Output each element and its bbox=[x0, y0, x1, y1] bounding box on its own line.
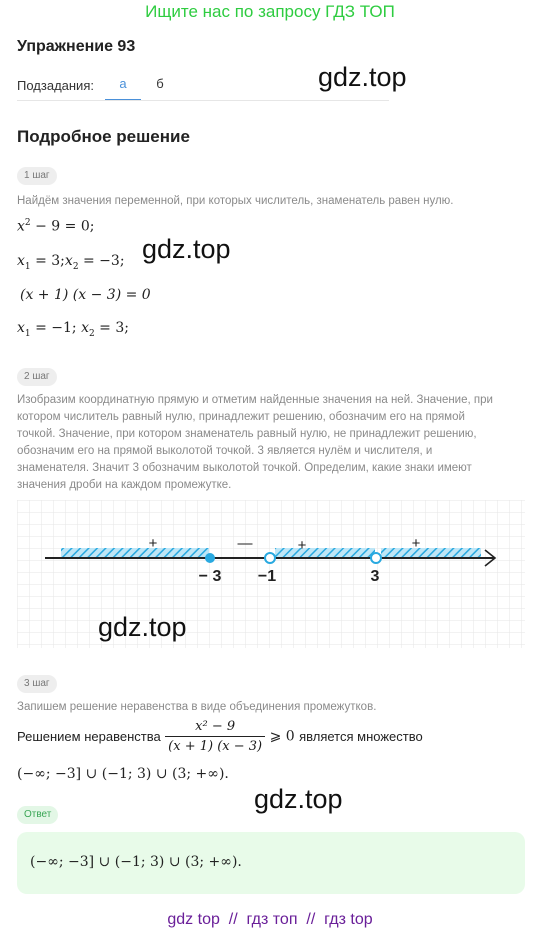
fraction-denominator: (x + 1) (x − 3) bbox=[168, 739, 263, 754]
inequality-fraction bbox=[165, 719, 265, 754]
subtask-tab-b[interactable]: б bbox=[156, 76, 164, 91]
sign-3: + bbox=[297, 537, 307, 554]
number-line-svg bbox=[17, 500, 525, 648]
point-filled bbox=[205, 553, 215, 563]
watermark: gdz.top bbox=[254, 784, 343, 814]
exercise-title: Упражнение 93 bbox=[17, 38, 136, 55]
point-label-3: 3 bbox=[370, 568, 380, 585]
inequality-sign: ⩾ 0 bbox=[269, 728, 295, 745]
interval-hatch-3 bbox=[381, 548, 481, 558]
sentence-start: Решением неравенства bbox=[17, 729, 161, 744]
number-line-graph bbox=[17, 500, 525, 648]
step-3-badge: 3 шаг bbox=[17, 675, 57, 693]
answer-box bbox=[17, 832, 525, 894]
point-label-2: −1 bbox=[257, 568, 277, 585]
sign-4: + bbox=[411, 535, 421, 552]
fraction-numerator: x² − 9 bbox=[165, 719, 265, 737]
step-3-text: Запишем решение неравенства в виде объединения промежутков. bbox=[17, 701, 377, 713]
watermark: gdz.top bbox=[318, 62, 407, 92]
interval-hatch-2 bbox=[275, 548, 375, 558]
interval-hatch-1 bbox=[61, 548, 209, 558]
step-1-badge: 1 шаг bbox=[17, 167, 57, 185]
section-title: Подробное решение bbox=[17, 127, 190, 146]
step-1-equation-3: (x + 1) (x − 3) = 0 bbox=[20, 287, 151, 303]
step-1-equation-1: $x^2 - 9 = 0$; bbox=[17, 218, 95, 235]
point-open bbox=[371, 553, 381, 563]
sign-1: + bbox=[148, 535, 158, 552]
sentence-end: является множество bbox=[299, 729, 423, 744]
step-2-text: Изобразим координатную прямую и отметим найденные значения на ней. Значение, при котором числитель равный нулю, принадлежит решению, обозначим его на прямой точкой. Значение, при котором знаменатель равный нулю, не принадлежит решению, обозначим его на прямой выколотой точкой. 3 является нулём и числителя, и знаменателя. Значит 3 обозначим выколотой точкой. Определим, какие знаки имеют значения дроби на каждом промежутке. bbox=[17, 394, 493, 491]
subtasks-label: Подзадания: bbox=[17, 78, 94, 93]
step-1-text: Найдём значения переменной, при которых числитель, знаменатель равен нулю. bbox=[17, 195, 454, 207]
step-3-result: (−∞; −3] ∪ (−1; 3) ∪ (3; +∞). bbox=[17, 766, 229, 782]
answer-text: (−∞; −3] ∪ (−1; 3) ∪ (3; +∞). bbox=[30, 854, 242, 870]
promo-banner: Ищите нас по запросу ГДЗ ТОП bbox=[145, 2, 395, 21]
sign-2: — bbox=[237, 535, 253, 552]
step-1-equation-2: $x_1$ = $3;x_2 = -3$; bbox=[17, 253, 125, 272]
answer-badge: Ответ bbox=[17, 806, 58, 824]
watermark: gdz.top bbox=[142, 234, 231, 264]
step-3-sentence bbox=[17, 719, 423, 754]
step-2-badge: 2 шаг bbox=[17, 368, 57, 386]
subtasks-divider bbox=[17, 100, 389, 101]
step-1-equation-4: $x_1 = -1$; $x_2 = 3$; bbox=[17, 320, 129, 339]
point-open bbox=[265, 553, 275, 563]
watermark: gdz.top bbox=[98, 612, 187, 642]
point-label-1: − 3 bbox=[198, 568, 222, 585]
footer-links[interactable]: gdz top // гдз топ // гдз top bbox=[167, 911, 373, 928]
subtask-tab-a[interactable]: а bbox=[105, 71, 141, 101]
